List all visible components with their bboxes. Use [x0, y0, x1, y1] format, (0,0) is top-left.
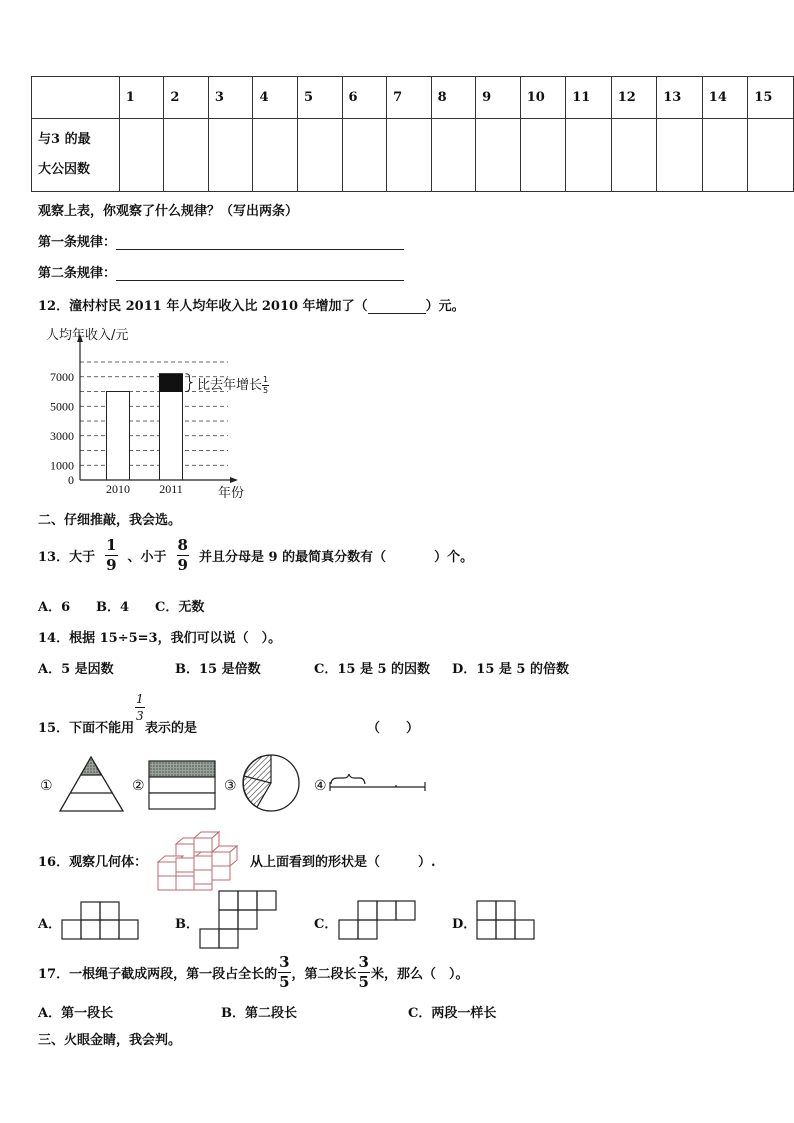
q17-option-b[interactable]: B．第二段长 — [221, 1006, 297, 1021]
fraction-denominator: 3 — [136, 709, 144, 723]
fraction-denominator: 9 — [106, 556, 117, 574]
fraction-numerator: 3 — [279, 953, 290, 971]
chart-y-axis-label: 人均年收入/元 — [46, 328, 129, 343]
fraction-denominator: 5 — [263, 386, 269, 395]
y-tick-label: 5000 — [50, 399, 74, 414]
header-cell: 3 — [208, 77, 253, 119]
q13-prefix: 13．大于 — [38, 550, 96, 565]
q17-text-c: 米，那么（ ）。 — [370, 967, 469, 982]
section-3-heading: 三、火眼金睛，我会判。 — [38, 1033, 182, 1048]
header-cell: 9 — [476, 77, 521, 119]
observe-prompt: 观察上表，你观察了什么规律？（写出两条） — [38, 204, 299, 219]
option-b-grid — [200, 891, 276, 948]
q15-marker-1[interactable]: ① — [40, 778, 53, 794]
q16-option-b[interactable]: B． — [175, 917, 199, 932]
option-a-grid — [62, 902, 138, 939]
row-label-line: 与3 的最 — [38, 132, 91, 147]
header-cell: 12 — [611, 77, 657, 119]
header-cell: 11 — [566, 77, 612, 119]
q13-option-c[interactable]: C．无数 — [155, 600, 205, 615]
row-label-line: 大公因数 — [38, 162, 91, 177]
header-cell: 5 — [297, 77, 342, 119]
fraction-denominator: 5 — [279, 973, 290, 991]
header-cell: 10 — [520, 77, 566, 119]
q12-text-a: 12．潼村村民 2011 年人均年收入比 2010 年增加了（ — [38, 299, 368, 314]
q13-mid: 、小于 — [127, 550, 167, 565]
q15-text-b: 表示的是 — [145, 721, 198, 736]
q15-text-a: 15．下面不能用 — [38, 721, 135, 736]
header-cell: 7 — [387, 77, 432, 119]
header-cell: 13 — [657, 77, 703, 119]
header-cell: 14 — [702, 77, 748, 119]
option-d-grid — [477, 901, 534, 939]
y-tick-label: 7000 — [50, 369, 74, 384]
rule1-label: 第一条规律： — [38, 235, 117, 250]
y-tick-label: 1000 — [50, 458, 74, 473]
q16-option-d[interactable]: D． — [452, 917, 477, 932]
q17-fraction-1 — [278, 955, 290, 990]
fraction-numerator: 8 — [177, 536, 188, 554]
fraction-numerator: 1 — [136, 692, 144, 706]
q15-marker-4[interactable]: ④ — [314, 778, 327, 794]
q16-end: ）. — [418, 855, 436, 870]
q13-option-a[interactable]: A．6 — [38, 600, 71, 615]
header-cell: 4 — [253, 77, 298, 119]
q17-text-a: 17．一根绳子截成两段，第一段占全长的 — [38, 967, 278, 982]
fraction-denominator: 9 — [177, 556, 188, 574]
q14-option-b[interactable]: B．15 是倍数 — [175, 662, 261, 677]
q13-end: ）个。 — [434, 550, 474, 565]
q14-option-d[interactable]: D．15 是 5 的倍数 — [452, 662, 569, 677]
q17-text — [38, 955, 469, 990]
option-c-grid — [339, 901, 415, 939]
header-cell: 8 — [431, 77, 476, 119]
header-cell: 2 — [164, 77, 209, 119]
q16-option-c[interactable]: C． — [314, 917, 338, 932]
rule2-label: 第二条规律： — [38, 266, 117, 281]
q15-marker-2[interactable]: ② — [132, 778, 145, 794]
q14-option-a[interactable]: A．5 是因数 — [38, 662, 114, 677]
fraction-numerator: 3 — [358, 953, 369, 971]
q16-text-a: 16．观察几何体： — [38, 855, 148, 870]
x-tick-label: 2011 — [159, 482, 183, 496]
fraction-denominator: 5 — [358, 973, 369, 991]
section-2-heading: 二、仔细推敲，我会选。 — [38, 513, 182, 528]
fraction-numerator: 1 — [106, 536, 117, 554]
q17-option-a[interactable]: A．第一段长 — [38, 1006, 114, 1021]
q17-fraction-2 — [358, 955, 370, 990]
header-cell: 1 — [119, 77, 164, 119]
q13-option-b[interactable]: B．4 — [96, 600, 130, 615]
header-cell: 6 — [342, 77, 387, 119]
q16-option-a[interactable]: A． — [38, 917, 62, 932]
chart-annotation-text: 比去年增长 — [197, 378, 263, 393]
q16-text-b-label: 从上面看到的形状是（ — [250, 855, 381, 870]
y-tick-label: 0 — [68, 473, 74, 487]
q12-text-b: ）元。 — [425, 299, 465, 314]
x-tick-label: 2010 — [106, 482, 130, 496]
header-cell: 15 — [748, 77, 794, 119]
chart-x-axis-label: 年份 — [218, 486, 245, 501]
q15-marker-3[interactable]: ③ — [224, 778, 237, 794]
q15-paren: （ ） — [367, 721, 420, 736]
q14-text: 14．根据 15÷5=3，我们可以说（ ）。 — [38, 631, 282, 646]
y-tick-label: 3000 — [50, 428, 74, 443]
fraction-numerator: 1 — [263, 375, 269, 384]
q13-suffix: 并且分母是 9 的最简真分数有（ — [198, 550, 387, 565]
q14-option-c[interactable]: C．15 是 5 的因数 — [314, 662, 431, 677]
q17-option-c[interactable]: C．两段一样长 — [408, 1006, 497, 1021]
q17-text-b: ，第二段长 — [291, 967, 357, 982]
